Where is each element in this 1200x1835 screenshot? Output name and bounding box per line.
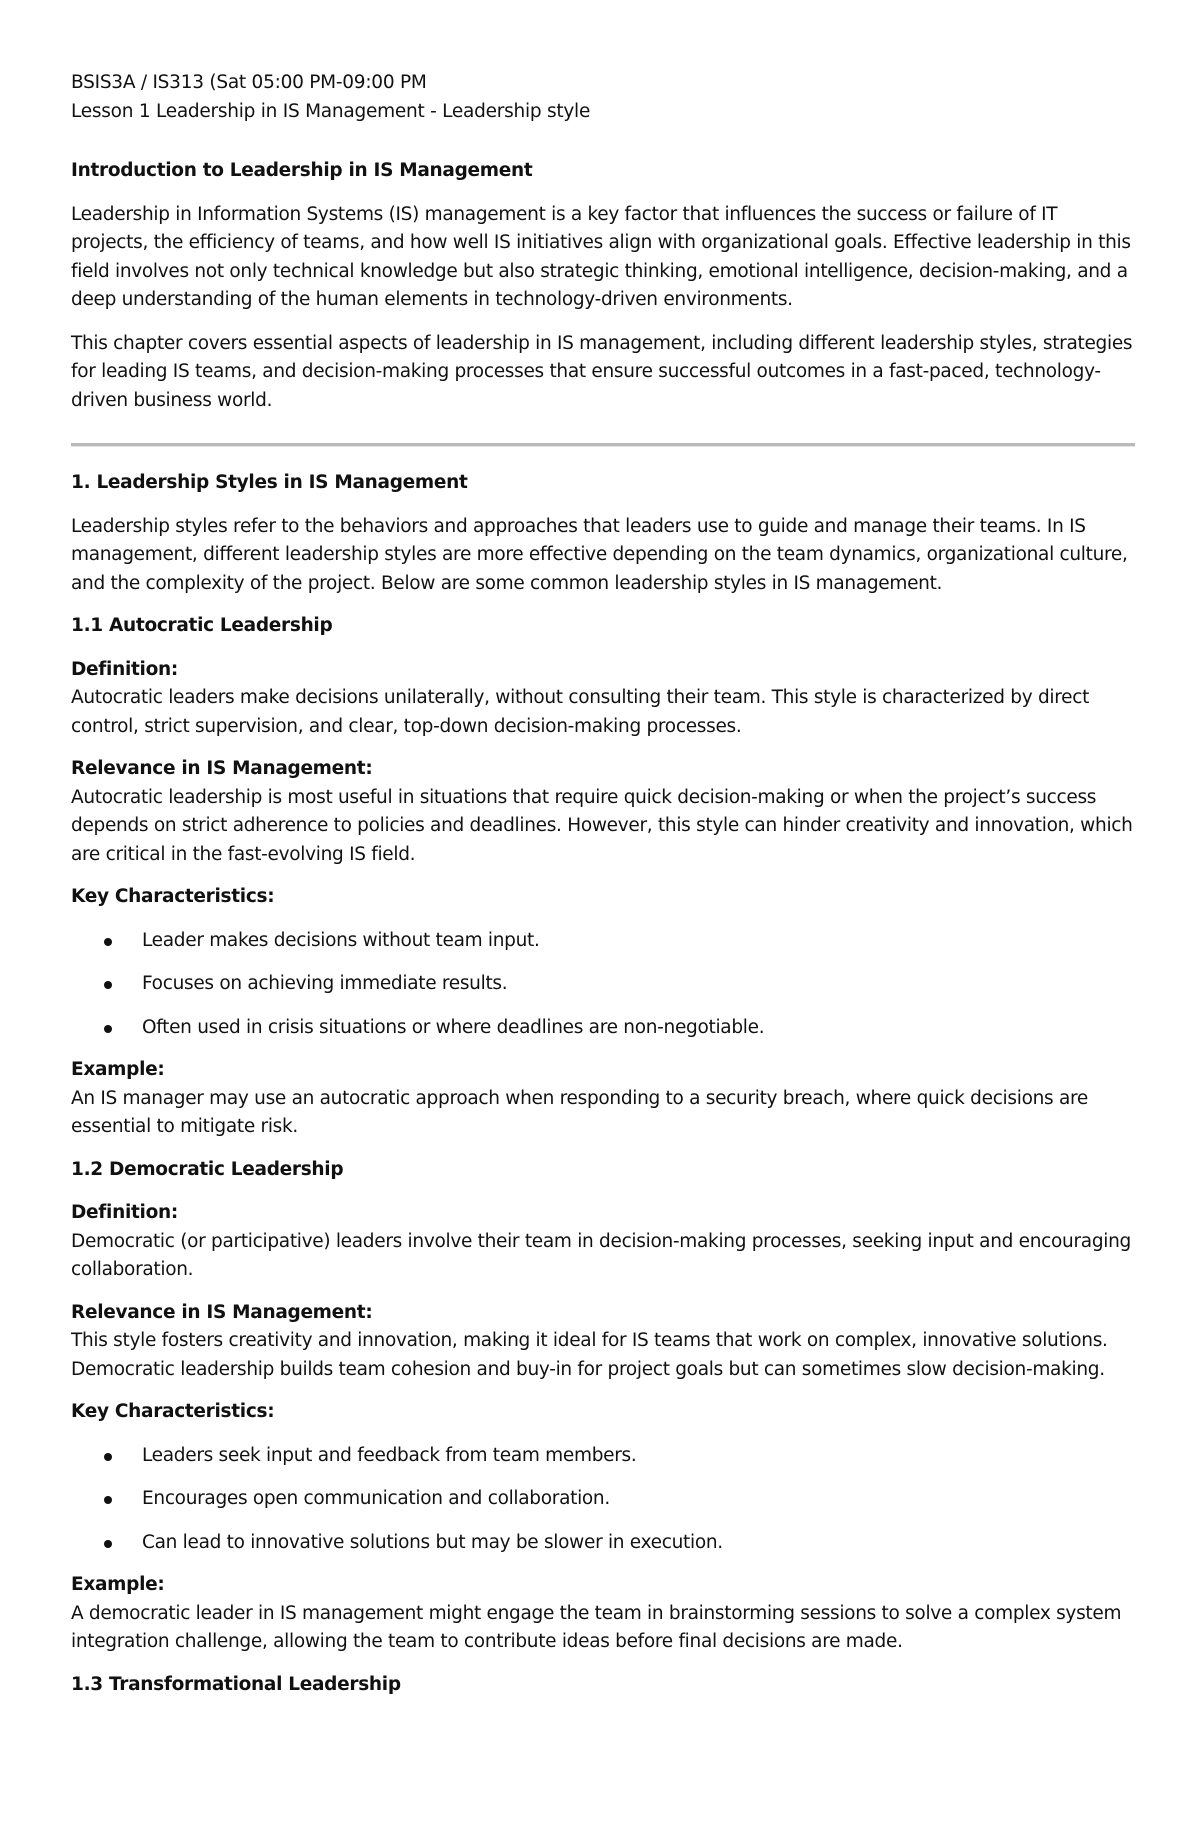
bullet-icon — [104, 1453, 112, 1461]
democratic-definition: Democratic (or participative) leaders involve their team in decision-making processes, seeking input and encouraging collaboration. — [71, 1230, 1131, 1280]
autocratic-heading: 1.1 Autocratic Leadership — [71, 615, 333, 636]
lesson-title: Lesson 1 Leadership in IS Management - Leadership style — [71, 100, 591, 122]
democratic-definition-label: Definition: — [71, 1202, 178, 1223]
list-item: Leader makes decisions without team input. — [71, 927, 1135, 956]
democratic-example: A democratic leader in IS management might engage the team in brainstorming sessions to solve a complex system integration challenge, allowing the team to contribute ideas before final decisions are made. — [71, 1602, 1122, 1652]
list-item: Focuses on achieving immediate results. — [71, 970, 1135, 999]
course-header: BSIS3A / IS313 (Sat 05:00 PM-09:00 PM — [71, 72, 427, 93]
list-item: Leaders seek input and feedback from team members. — [71, 1442, 1135, 1471]
democratic-example-label: Example: — [71, 1574, 165, 1595]
section-divider — [71, 443, 1135, 447]
transformational-heading: 1.3 Transformational Leadership — [71, 1673, 401, 1695]
autocratic-definition-label: Definition: — [71, 658, 178, 680]
bullet-icon — [104, 981, 112, 989]
section1-paragraph: Leadership styles refer to the behaviors and approaches that leaders use to guide and manage their teams. In IS management, different leadership styles are more effective depending on the team dynamics, organizational culture, and the complexity of the project. Below are some common leadership styles in IS management. — [71, 515, 1128, 594]
bullet-icon — [104, 938, 112, 946]
bullet-icon — [104, 1496, 112, 1504]
autocratic-definition: Autocratic leaders make decisions unilaterally, without consulting their team. This style is characterized by direct control, strict supervision, and clear, top-down decision-making processes. — [71, 687, 1090, 737]
democratic-heading: 1.2 Democratic Leadership — [71, 1158, 344, 1180]
autocratic-characteristics-label: Key Characteristics: — [71, 886, 275, 907]
autocratic-example: An IS manager may use an autocratic approach when responding to a security breach, where quick decisions are essential to mitigate risk. — [71, 1087, 1088, 1137]
autocratic-relevance: Autocratic leadership is most useful in situations that require quick decision-making or when the project’s success depends on strict adherence to policies and deadlines. However, this style can hinder creativity and innovation, which are critical in the fast-evolving IS field. — [71, 786, 1133, 865]
democratic-characteristics-label: Key Characteristics: — [71, 1401, 275, 1422]
autocratic-characteristics-list — [71, 927, 1135, 1043]
intro-paragraph-2: This chapter covers essential aspects of leadership in IS management, including different leadership styles, strategies for leading IS teams, and decision-making processes that ensure successful outcomes in a fast-paced, technology-driven business world. — [71, 332, 1133, 411]
document-page — [71, 0, 1135, 1699]
bullet-icon — [104, 1025, 112, 1033]
democratic-relevance: This style fosters creativity and innovation, making it ideal for IS teams that work on complex, innovative solutions. Democratic leadership builds team cohesion and buy-in for project goals but can sometimes slow decision-making. — [71, 1330, 1108, 1380]
autocratic-example-label: Example: — [71, 1059, 165, 1080]
intro-paragraph-1: Leadership in Information Systems (IS) management is a key factor that influences the success or failure of IT projects, the efficiency of teams, and how well IS initiatives align with organizational goals. Effective leadership in this field involves not only technical knowledge but also strategic thinking, emotional intelligence, decision-making, and a deep understanding of the human elements in technology-driven environments. — [71, 203, 1131, 310]
section1-heading: 1. Leadership Styles in IS Management — [71, 472, 468, 493]
democratic-characteristics-list — [71, 1442, 1135, 1558]
democratic-relevance-label: Relevance in IS Management: — [71, 1301, 373, 1323]
autocratic-relevance-label: Relevance in IS Management: — [71, 758, 373, 779]
intro-heading: Introduction to Leadership in IS Management — [71, 160, 533, 181]
list-item: Often used in crisis situations or where deadlines are non-negotiable. — [71, 1014, 1135, 1043]
list-item: Encourages open communication and collaboration. — [71, 1485, 1135, 1514]
bullet-icon — [104, 1540, 112, 1548]
list-item: Can lead to innovative solutions but may be slower in execution. — [71, 1529, 1135, 1558]
